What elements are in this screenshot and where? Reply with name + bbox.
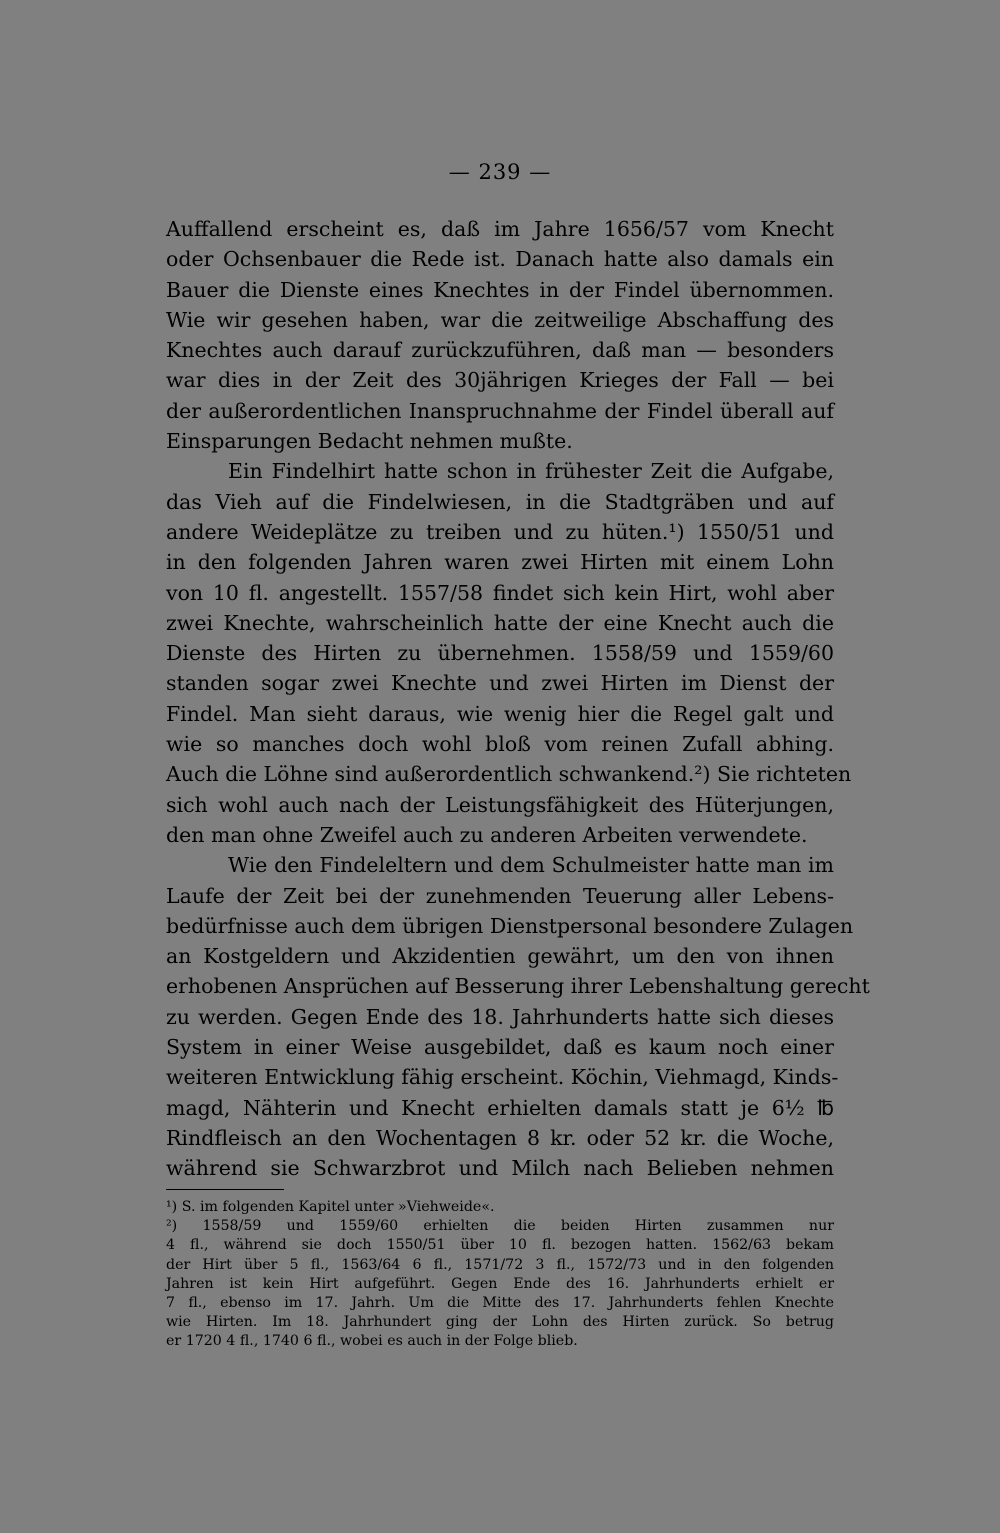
footnote-line: Jahren ist kein Hirt aufgeführt. Gegen Ende des 16. Jahrhunderts erhielt er: [166, 1275, 834, 1292]
footnote-line: er 1720 4 fl., 1740 6 fl., wobei es auch in der Folge blieb.: [166, 1333, 578, 1350]
footnote-line: ²) 1558/59 und 1559/60 erhielten die beiden Hirten zusammen nur: [166, 1218, 834, 1235]
text-line: war dies in der Zeit des 30jährigen Krieges der Fall — bei: [166, 368, 834, 393]
footnote-line: wie Hirten. Im 18. Jahrhundert ging der Lohn des Hirten zurück. So betrug: [166, 1314, 834, 1331]
text-line: erhobenen Ansprüchen auf Besserung ihrer Lebenshaltung gerecht: [166, 974, 870, 999]
footnotes: [166, 1198, 834, 1352]
footnote-divider: [166, 1189, 284, 1190]
text-line: weiteren Entwicklung fähig erscheint. Köchin, Viehmagd, Kinds-: [166, 1065, 839, 1090]
text-line: magd, Nähterin und Knecht erhielten damals statt je 6½ ℔: [166, 1095, 834, 1120]
text-line: andere Weideplätze zu treiben und zu hüten.¹) 1550/51 und: [166, 519, 834, 544]
footnote-line: der Hirt über 5 fl., 1563/64 6 fl., 1571/72 3 fl., 1572/73 und in den folgenden: [166, 1256, 834, 1273]
text-line: Knechtes auch darauf zurückzuführen, daß man — besonders: [166, 338, 834, 363]
text-line: bedürfnisse auch dem übrigen Dienstpersonal besondere Zulagen: [166, 913, 854, 938]
text-line: Wie wir gesehen haben, war die zeitweilige Abschaffung des: [166, 307, 834, 332]
text-line: standen sogar zwei Knechte und zwei Hirten im Dienst der: [166, 671, 834, 696]
text-line: in den folgenden Jahren waren zwei Hirten mit einem Lohn: [166, 550, 834, 575]
text-line: Laufe der Zeit bei der zunehmenden Teuerung aller Lebens-: [166, 883, 834, 908]
text-line: Dienste des Hirten zu übernehmen. 1558/59 und 1559/60: [166, 641, 834, 666]
text-line: Auffallend erscheint es, daß im Jahre 1656/57 vom Knecht: [166, 217, 834, 241]
text-line: zu werden. Gegen Ende des 18. Jahrhunderts hatte sich dieses: [166, 1004, 834, 1029]
text-line: das Vieh auf die Findelwiesen, in die Stadtgräben und auf: [166, 489, 834, 514]
body-text: [166, 214, 870, 1184]
text-line: den man ohne Zweifel auch zu anderen Arbeiten verwendete.: [166, 822, 808, 847]
text-line: zwei Knechte, wahrscheinlich hatte der eine Knecht auch die: [166, 610, 834, 635]
text-line: System in einer Weise ausgebildet, daß es kaum noch einer: [166, 1035, 834, 1060]
text-line: Rindfleisch an den Wochentagen 8 kr. oder 52 kr. die Woche,: [166, 1125, 834, 1150]
text-line: Einsparungen Bedacht nehmen mußte.: [166, 429, 573, 454]
text-line: während sie Schwarzbrot und Milch nach Belieben nehmen: [166, 1156, 834, 1181]
text-line: Findel. Man sieht daraus, wie wenig hier die Regel galt und: [166, 701, 834, 726]
page-number: — 239 —: [448, 160, 552, 184]
text-line: sich wohl auch nach der Leistungsfähigkeit des Hüterjungen,: [166, 792, 834, 817]
text-line: wie so manches doch wohl bloß vom reinen Zufall abhing.: [166, 732, 834, 757]
footnote-line: ¹) S. im folgenden Kapitel unter »Viehweide«.: [166, 1199, 495, 1215]
footnote-line: 7 fl., ebenso im 17. Jahrh. Um die Mitte des 17. Jahrhunderts fehlen Knechte: [166, 1294, 834, 1311]
text-line: Auch die Löhne sind außerordentlich schwankend.²) Sie richteten: [166, 762, 852, 787]
footnote-line: 4 fl., während sie doch 1550/51 über 10 fl. bezogen hatten. 1562/63 bekam: [166, 1237, 834, 1254]
text-line: oder Ochsenbauer die Rede ist. Danach hatte also damals ein: [166, 247, 834, 272]
text-line: Ein Findelhirt hatte schon in frühester Zeit die Aufgabe,: [228, 459, 834, 484]
text-line: an Kostgeldern und Akzidentien gewährt, um den von ihnen: [166, 944, 834, 969]
text-line: Bauer die Dienste eines Knechtes in der Findel übernommen.: [166, 277, 834, 302]
text-line: von 10 fl. angestellt. 1557/58 findet sich kein Hirt, wohl aber: [166, 580, 834, 605]
text-line: Wie den Findeleltern und dem Schulmeister hatte man im: [228, 853, 834, 878]
text-line: der außerordentlichen Inanspruchnahme der Findel überall auf: [166, 398, 834, 423]
